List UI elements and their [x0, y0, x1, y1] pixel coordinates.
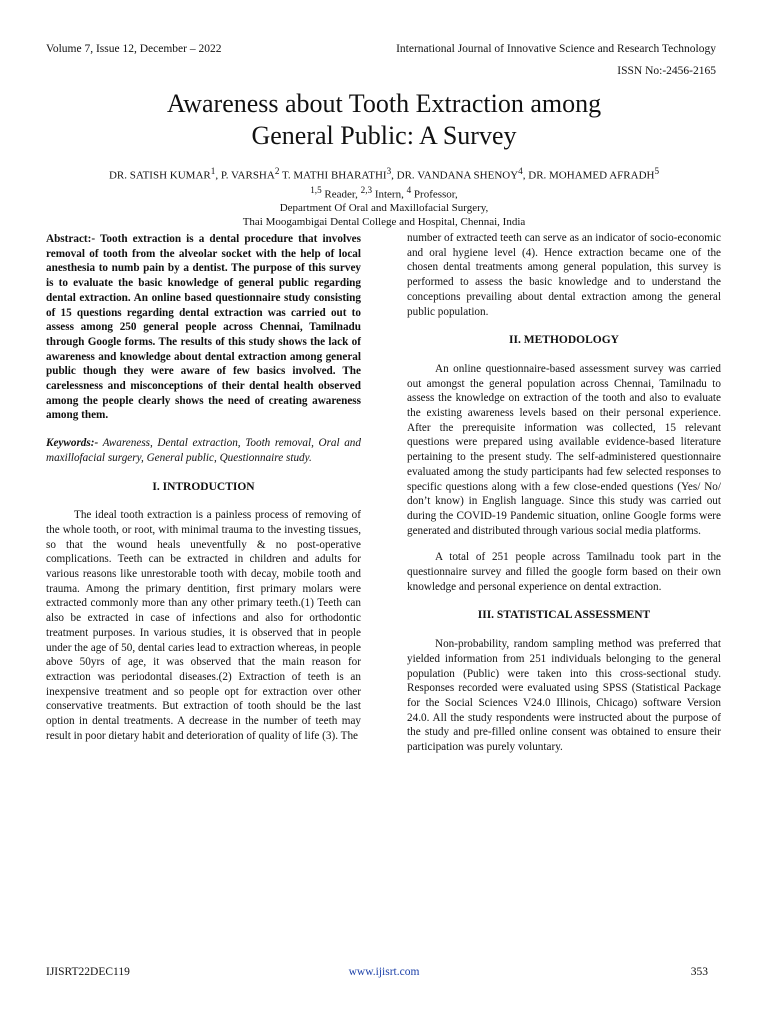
- volume-info: Volume 7, Issue 12, December – 2022: [46, 43, 222, 55]
- role-sup-1: 1,5: [310, 184, 322, 195]
- methodology-heading: II. METHODOLOGY: [509, 334, 619, 347]
- role-3: Professor,: [411, 188, 458, 201]
- statistical-paragraph: Non-probability, random sampling method was preferred that yielded information from 251 individuals belonging to the general population (Public) were taken into this cross-sectional study. Responses recorded were evaluated using SPSS (Statistical Package for the Social Sciences V24.0 Illinois, Chicago) software Version 24.0. All the study respondents were instructed about the purpose of the study and pre-filled online consent was obtained to ensure their participation was purely voluntary.: [407, 638, 721, 754]
- role-2: Intern,: [372, 188, 407, 201]
- introduction-paragraph: The ideal tooth extraction is a painless process of removing of the whole tooth, or root, with minimal trauma to the investing tissues, so that the wound heals uneventfully & no post-operative complications. Teeth can be extracted in children and adults for various reasons like unrestorable tooth with decay, mobile tooth and trauma. Among the primary dentition, first primary molars were extracted commonly more than any other primary teeth.(1) Teeth can also be extracted in case of infections and also for orthodontic treatment purposes. In various studies, it is observed that in people under the age of 50, dental caries lead to extraction whereas, in people above 50yrs of age, it was observed that the main reason for extraction was periodontal diseases.(2) Extraction of teeth is an inexpensive treatment and so people opt for extraction over other conservative treatments. But extraction of tooth should be the last option in dental treatments. A decrease in the number of teeth may result in poor dietary habit and deterioration of quality of life (3). The: [46, 509, 361, 742]
- journal-name: International Journal of Innovative Science and Research Technology: [396, 43, 716, 55]
- paper-code: IJISRT22DEC119: [46, 966, 130, 978]
- title-line-2: General Public: A Survey: [251, 121, 517, 150]
- right-column: [407, 231, 721, 755]
- author-4-sup: 4: [518, 166, 523, 176]
- role-1: Reader,: [321, 188, 361, 201]
- author-5: , DR. MOHAMED AFRADH: [522, 169, 655, 182]
- left-column: [46, 232, 361, 744]
- author-roles: [40, 183, 728, 202]
- author-2: , P. VARSHA: [215, 169, 275, 182]
- author-block: [40, 164, 728, 229]
- paper-title: [60, 88, 708, 152]
- role-sup-2: 2,3: [360, 184, 373, 195]
- introduction-paragraph-continued: number of extracted teeth can serve as an indicator of socio-economic and oral hygiene level (4). Hence extraction became one of the chosen dental treatments among general population, this survey is performed to assess the basic knowledge and to understand the conceptions prevailing about dental extraction among the general public population.: [407, 232, 721, 318]
- issn: ISSN No:-2456-2165: [617, 65, 716, 77]
- author-3: T. MATHI BHARATHI: [279, 169, 387, 182]
- keywords-label: Keywords:-: [46, 437, 99, 450]
- institution: Thai Moogambigai Dental College and Hospital, Chennai, India: [242, 216, 526, 229]
- department: Department Of Oral and Maxillofacial Surgery,: [279, 202, 489, 215]
- author-1: DR. SATISH KUMAR: [108, 169, 211, 182]
- title-line-1: Awareness about Tooth Extraction among: [166, 89, 602, 118]
- introduction-heading: I. INTRODUCTION: [152, 480, 255, 493]
- statistical-heading: III. STATISTICAL ASSESSMENT: [477, 609, 651, 622]
- website-link[interactable]: www.ijisrt.com: [348, 966, 420, 978]
- role-sup-3: 4: [406, 184, 412, 195]
- author-1-sup: 1: [210, 166, 216, 176]
- methodology-paragraph-1: An online questionnaire-based assessment survey was carried out amongst the general population across Chennai, Tamilnadu to assess the knowledge on extraction of the tooth and also to evaluate the existing awareness levels based on their personal experience. After the prerequisite information was collected, 15 relevant questions were prepared using available evidence-based literature pertaining to the present study. The self-administered questionnaire evaluated among the study participants had few selected responses to specific questions along with a few close-ended questions (Yes/ No/ don’t know) in English language. Since this study was carried out during the COVID-19 Pandemic situation, online Google forms were generated and distributed through various social media platforms.: [407, 362, 721, 537]
- abstract: Abstract:- Tooth extraction is a dental procedure that involves removal of tooth from the alveolar socket with the help of local anesthesia to numb pain by a dentist. The purpose of this survey is to evaluate the basic knowledge of general public regarding dental extraction. An online based questionnaire study consisting of 15 questions regarding dental extraction was carried out to assess among 250 general people across Chennai, Tamilnadu through Google forms. The results of this study shows the lack of awareness and knowledge about dental extraction among general public though they were aware of few basics involved. The carelessness and misconceptions of their dental health observed among the people clearly shows the need of creating awareness among them.: [46, 233, 361, 422]
- author-5-sup: 5: [654, 166, 660, 176]
- methodology-paragraph-2: A total of 251 people across Tamilnadu took part in the questionnaire survey and filled the google form based on their own knowledge and personal experience on dental extraction.: [407, 551, 721, 593]
- keywords: [46, 436, 361, 465]
- author-3-sup: 3: [386, 166, 392, 176]
- author-names: [40, 164, 728, 183]
- author-2-sup: 2: [274, 166, 280, 176]
- author-4: , DR. VANDANA SHENOY: [391, 169, 519, 182]
- page-number: 353: [690, 966, 708, 978]
- keywords-text: Awareness, Dental extraction, Tooth removal, Oral and maxillofacial surgery, General public, Questionnaire study.: [46, 437, 361, 464]
